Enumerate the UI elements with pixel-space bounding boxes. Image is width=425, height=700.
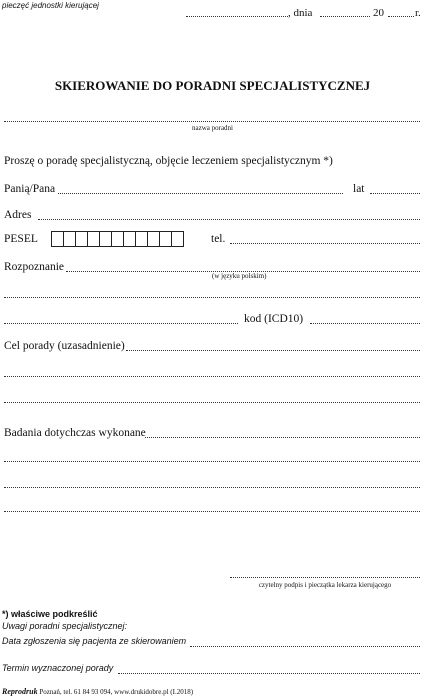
appointment-field[interactable] — [118, 673, 420, 674]
tests-field-line-2[interactable] — [4, 461, 420, 462]
place-field[interactable] — [186, 16, 288, 17]
report-date-field[interactable] — [190, 646, 420, 647]
diagnosis-field-line-3[interactable] — [4, 323, 238, 324]
date-year-field[interactable] — [388, 16, 414, 17]
clinic-name-field[interactable] — [4, 121, 420, 122]
pesel-label: PESEL — [4, 233, 38, 245]
icd-field[interactable] — [310, 323, 420, 324]
icd-label: kod (ICD10) — [244, 313, 304, 325]
publisher-info: Poznań, tel. 61 84 93 094, www.drukidobre.pl (I.2018) — [39, 688, 194, 696]
date-dnia-label: , dnia — [288, 7, 313, 19]
report-date-label: Data zgłoszenia się pacjenta ze skierowaniem — [2, 636, 187, 646]
purpose-field[interactable] — [126, 350, 420, 351]
diagnosis-note: (w języku polskim) — [212, 272, 267, 280]
age-field[interactable] — [370, 193, 420, 194]
clinic-notes-label: Uwagi poradni specjalistycznej: — [2, 621, 128, 631]
signature-field[interactable] — [230, 577, 420, 578]
pesel-boxes[interactable] — [52, 231, 184, 247]
request-text: Proszę o poradę specjalistyczną, objęcie leczeniem specjalistycznym *) — [4, 155, 333, 167]
clinic-caption: nazwa poradni — [191, 124, 233, 132]
footnote: *) właściwe podkreślić — [2, 609, 98, 619]
age-label: lat — [353, 183, 365, 195]
signature-caption: czytelny podpis i pieczątka lekarza kierującego — [258, 581, 392, 589]
tests-label: Badania dotychczas wykonane — [4, 427, 146, 439]
phone-label: tel. — [211, 233, 226, 245]
purpose-field-line-3[interactable] — [4, 402, 420, 403]
purpose-label: Cel porady (uzasadnienie) — [4, 340, 125, 352]
address-label: Adres — [4, 209, 32, 221]
tests-field[interactable] — [145, 437, 420, 438]
date-year-prefix: 20 — [373, 7, 384, 19]
stamp-label: pieczęć jednostki kierującej — [2, 1, 99, 10]
diagnosis-label: Rozpoznanie — [4, 261, 65, 273]
pesel-digit-box[interactable] — [171, 231, 184, 247]
tests-field-line-3[interactable] — [4, 487, 420, 488]
diagnosis-field-line-2[interactable] — [4, 297, 420, 298]
address-field[interactable] — [38, 219, 420, 220]
date-year-suffix: r. — [415, 7, 421, 19]
appointment-label: Termin wyznaczonej porady — [2, 663, 114, 673]
publisher-brand: Reprodruk — [2, 687, 38, 696]
patient-name-field[interactable] — [58, 193, 343, 194]
phone-field[interactable] — [230, 243, 420, 244]
patient-label: Panią/Pana — [4, 183, 56, 195]
date-day-field[interactable] — [320, 16, 370, 17]
publisher-line — [2, 687, 193, 696]
purpose-field-line-2[interactable] — [4, 376, 420, 377]
tests-field-line-4[interactable] — [4, 511, 420, 512]
form-title: SKIEROWANIE DO PORADNI SPECJALISTYCZNEJ — [54, 78, 371, 93]
